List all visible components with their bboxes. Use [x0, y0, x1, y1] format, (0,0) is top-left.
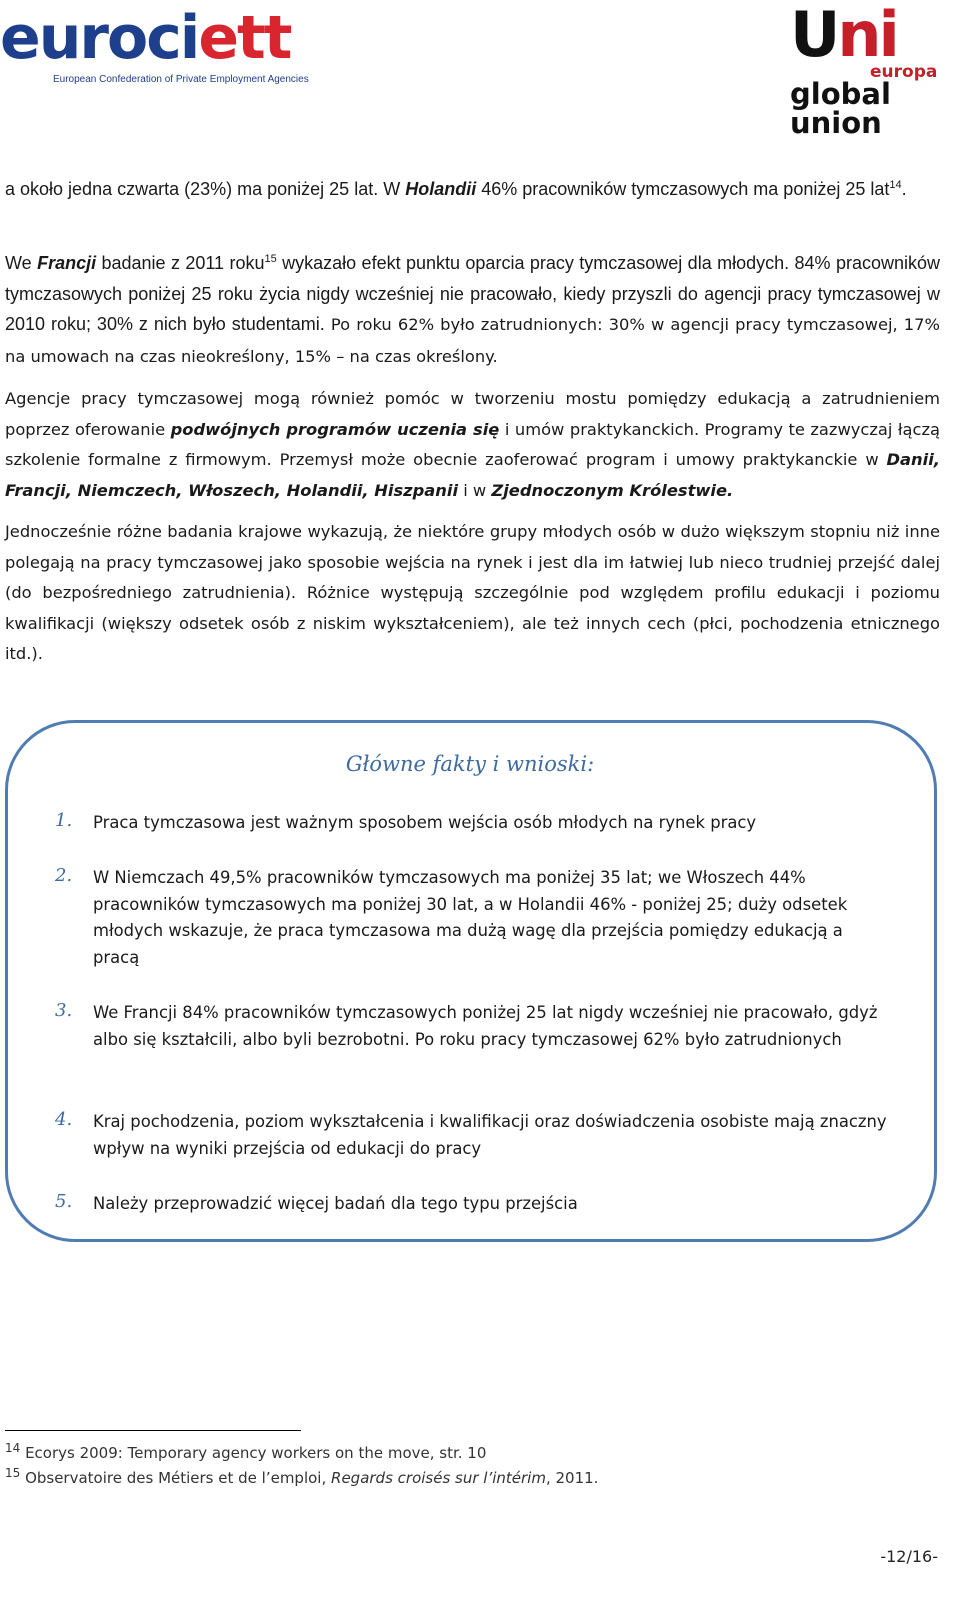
uni-global-union-label: global union	[790, 77, 891, 140]
fact-number: 3.	[55, 1000, 73, 1021]
eurociett-tagline: European Confederation of Private Employment Agencies	[53, 74, 309, 85]
footnote-15: $^{15}$ Observatoire des Métiers et de l’emploi, Regards croisés sur l’intérim, 2011.	[5, 1466, 599, 1487]
fact-text: W Niemczach 49,5% pracowników tymczasowych ma poniżej 35 lat; we Włoszech 44% pracowników tymczasowych ma poniżej 30 lat, a w Holandii 46% - poniżej 25; duży odsetek młodych wskazuje, że praca tymczasowa ma dużą wagę dla przejścia pomiędzy edukacją a pracą	[93, 868, 848, 967]
eurociett-logo	[0, 0, 309, 95]
fact-text: Należy przeprowadzić więcej badań dla tego typu przejścia	[93, 1194, 578, 1213]
fact-number: 5.	[55, 1191, 73, 1212]
fact-text: We Francji 84% pracowników tymczasowych poniżej 25 lat nigdy wcześniej nie pracowało, gdyż albo się kształcili, albo byli bezrobotni. Po roku pracy tymczasowej 62% było zatrudnionych	[93, 1003, 878, 1049]
uni-wordmark: Uni	[790, 0, 897, 71]
paragraph-4: Jednocześnie różne badania krajowe wykazują, że niektóre grupy młodych osób w dużo większym stopniu niż inne polegają na pracy tymczasowej jako sposobie wejścia na rynek i jest dla im łatwiej lub nieco trudniej przejść dalej (do bezpośredniego zatrudnienia). Różnice występują szczególnie pod względem profilu edukacji i poziomu kwalifikacji (większy odsetek osób z niskim wykształceniem), ale też innych cech (płci, pochodzenia etnicznego itd.).	[5, 522, 940, 663]
fact-number: 1.	[55, 810, 73, 831]
eurociett-wordmark: eurociett	[0, 3, 291, 73]
facts-box	[5, 720, 937, 1242]
footnote-14: $^{14}$ Ecorys 2009: Temporary agency workers on the move, str. 10	[5, 1441, 487, 1462]
footnote-divider	[5, 1430, 301, 1431]
paragraph-2: We Francji badanie z 2011 roku$^{15}$ wykazało efekt punktu oparcia pracy tymczasowej dla młodych. 84% pracowników tymczasowych poniżej 25 roku życia nigdy wcześniej nie pracowało, kiedy przyszli do agencji pracy tymczasowej w 2010 roku; 30% z nich było studentami. Po roku 62% było zatrudnionych: 30% w agencji pracy tymczasowej, 17% na umowach na czas nieokreślony, 15% – na czas określony.	[5, 253, 940, 366]
footnote-ref-14[interactable]: 14	[889, 179, 902, 191]
page-number: -12/16-	[880, 1547, 938, 1566]
paragraph-1: a około jedna czwarta (23%) ma poniżej 25 lat. W Holandii 46% pracowników tymczasowych ma poniżej 25 lat$^{14}$.	[5, 179, 907, 199]
uni-europa-label: europa	[870, 62, 938, 82]
fact-text: Praca tymczasowa jest ważnym sposobem wejścia osób młodych na rynek pracy	[93, 813, 757, 832]
fact-number: 4.	[55, 1109, 73, 1130]
fact-number: 2.	[55, 865, 73, 886]
footnote-ref-15[interactable]: 15	[264, 253, 277, 265]
facts-box-title: Główne fakty i wnioski:	[345, 752, 595, 776]
uni-europa-logo	[790, 0, 940, 150]
paragraph-3: Agencje pracy tymczasowej mogą również pomóc w tworzeniu mostu pomiędzy edukacją a zatrudnieniem poprzez oferowanie podwójnych programów uczenia się i umów praktykanckich. Programy te zazwyczaj łączą szkolenie formalne z firmowym. Przemysł może obecnie zaoferować program i umowy praktykanckie w Danii, Francji, Niemczech, Włoszech, Holandii, Hiszpanii i w Zjednoczonym Królestwie.	[5, 389, 940, 500]
fact-text: Kraj pochodzenia, poziom wykształcenia i kwalifikacji oraz doświadczenia osobiste mają znaczny wpływ na wyniki przejścia od edukacji do pracy	[93, 1112, 887, 1158]
